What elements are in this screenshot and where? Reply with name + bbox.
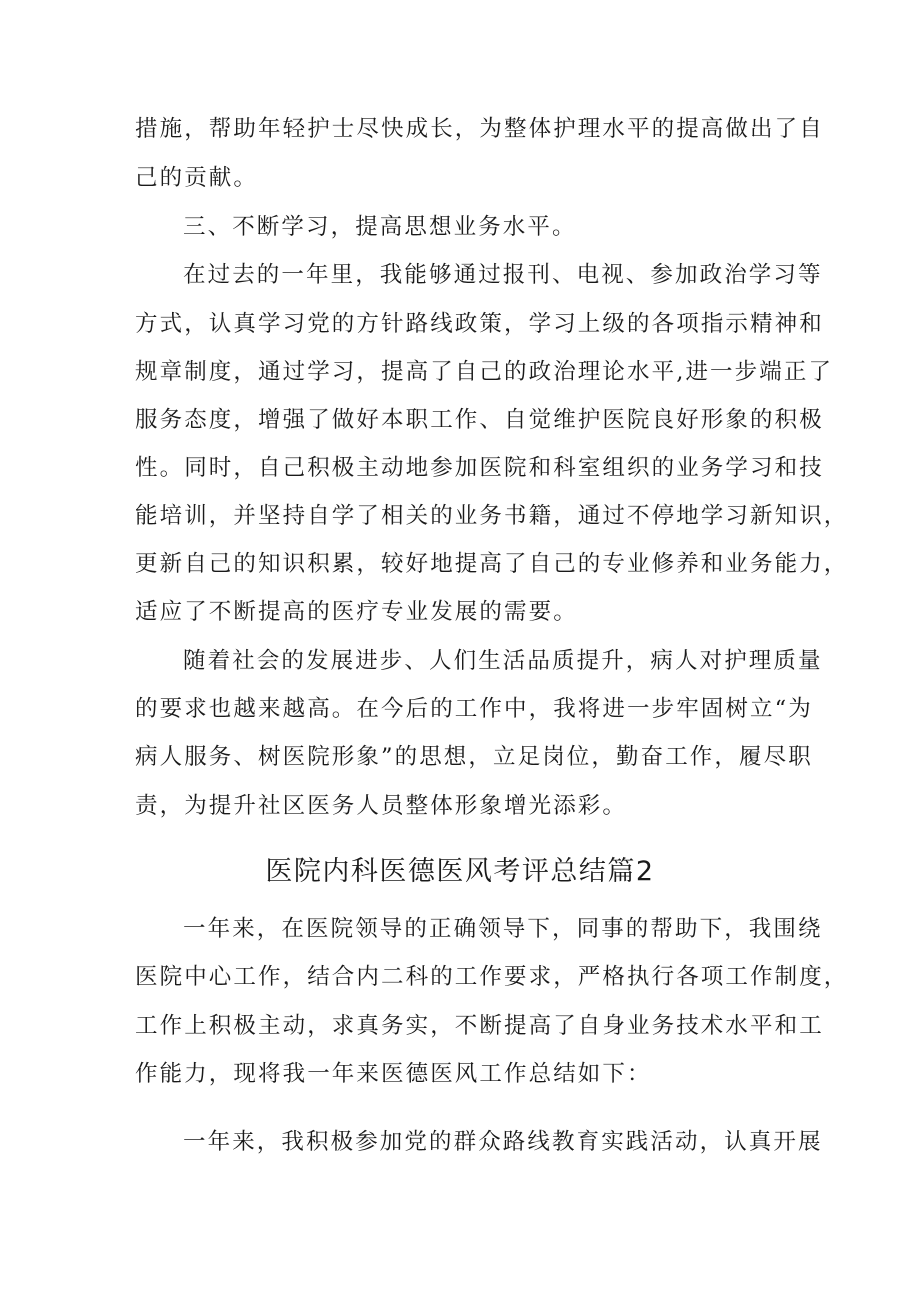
paragraph-line: 服务态度，增强了做好本职工作、自觉维护医院良好形象的积极 [135, 407, 824, 433]
paragraph-line: 方式，认真学习党的方针路线政策，学习上级的各项指示精神和 [135, 311, 824, 337]
paragraph-line: 作能力，现将我一年来医德医风工作总结如下： [135, 1061, 652, 1087]
paragraph-line: 病人服务、树医院形象”的思想，立足岗位，勤奋工作，履尽职 [135, 744, 813, 770]
section-title: 医院内科医德医风考评总结篇2 [265, 856, 655, 887]
paragraph-line: 性。同时，自己积极主动地参加医院和科室组织的业务学习和技 [135, 455, 824, 481]
paragraph-line: 随着社会的发展进步、人们生活品质提升，病人对护理质量 [183, 648, 823, 674]
paragraph-line: 工作上积极主动，求真务实，不断提高了自身业务技术水平和工 [135, 1013, 824, 1039]
paragraph-line: 一年来，在医院领导的正确领导下，同事的帮助下，我围绕 [183, 916, 823, 942]
paragraph-line: 的要求也越来越高。在今后的工作中，我将进一步牢固树立“为 [135, 696, 813, 722]
paragraph-line: 医院中心工作，结合内二科的工作要求，严格执行各项工作制度， [135, 964, 849, 990]
paragraph-line: 一年来，我积极参加党的群众路线教育实践活动，认真开展 [183, 1129, 823, 1155]
paragraph-line: 规章制度，通过学习，提高了自己的政治理论水平,进一步端正了 [135, 359, 834, 385]
paragraph-line: 责，为提升社区医务人员整体形象增光添彩。 [135, 793, 628, 819]
paragraph-line: 能培训，并坚持自学了相关的业务书籍，通过不停地学习新知识， [135, 503, 849, 529]
paragraph-line: 己的贡献。 [135, 165, 259, 191]
paragraph-line: 适应了不断提高的医疗专业发展的需要。 [135, 599, 578, 625]
section-heading: 三、不断学习，提高思想业务水平。 [183, 214, 577, 240]
paragraph-line: 措施，帮助年轻护士尽快成长，为整体护理水平的提高做出了自 [135, 116, 824, 142]
paragraph-line: 更新自己的知识积累，较好地提高了自己的专业修养和业务能力， [135, 551, 849, 577]
paragraph-line: 在过去的一年里，我能够通过报刊、电视、参加政治学习等 [183, 262, 823, 288]
